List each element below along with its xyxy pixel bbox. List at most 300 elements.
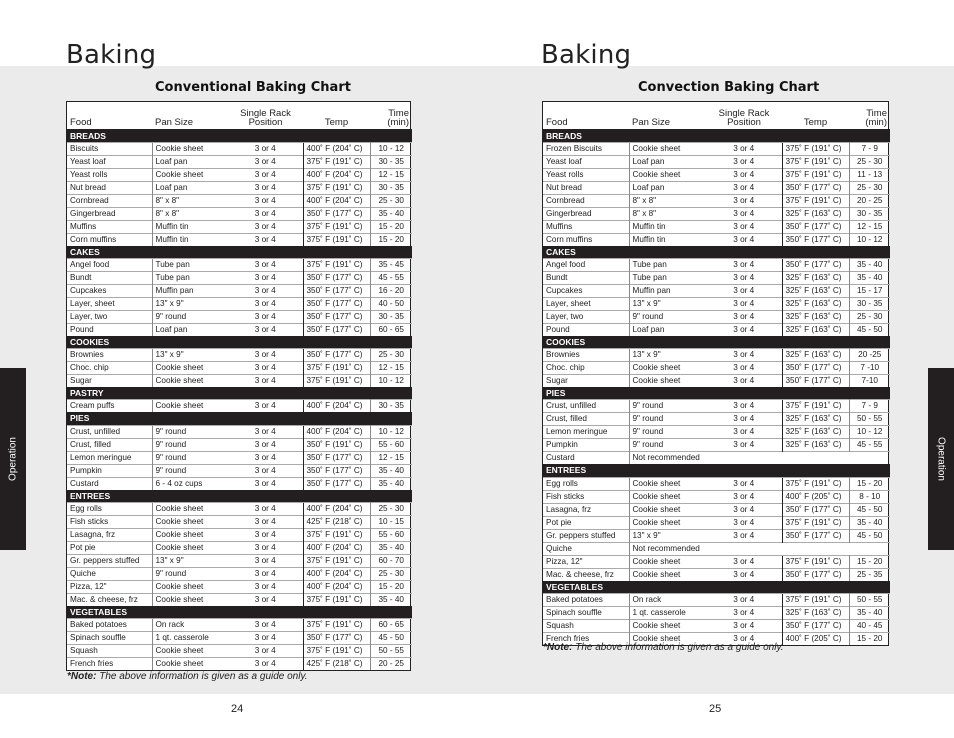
time-cell: 45 - 50 (849, 323, 890, 336)
position-cell: 3 or 4 (706, 297, 782, 310)
position-cell: 3 or 4 (228, 233, 303, 246)
pan-size-cell: Cookie sheet (629, 142, 706, 155)
position-cell: 3 or 4 (706, 490, 782, 503)
temp-cell: 350˚ F (177˚ C) (303, 451, 370, 464)
pan-size-cell: 9" round (152, 567, 228, 580)
position-cell: 3 or 4 (706, 284, 782, 297)
temp-cell: 350˚ F (177˚ C) (303, 310, 370, 323)
pan-size-cell: Tube pan (152, 271, 228, 284)
section-label: VEGETABLES (67, 606, 412, 619)
table-row (543, 349, 890, 362)
position-cell: 3 or 4 (228, 297, 303, 310)
time-cell: 35 - 40 (370, 593, 412, 606)
time-cell: 30 - 35 (370, 310, 412, 323)
temp-cell: 375˚ F (191˚ C) (782, 142, 849, 155)
time-cell: 7 -10 (849, 362, 890, 375)
temp-cell: 400˚ F (204˚ C) (303, 580, 370, 593)
position-cell: 3 or 4 (706, 477, 782, 490)
food-cell: Yeast rolls (67, 168, 152, 181)
temp-cell: 400˚ F (204˚ C) (303, 541, 370, 554)
food-cell: Frozen Biscuits (543, 142, 629, 155)
table-header-row (67, 102, 412, 129)
table-row (543, 413, 890, 426)
food-cell: Crust, unfilled (67, 425, 152, 438)
pan-size-cell: Cookie sheet (629, 632, 706, 645)
pan-size-cell: Cookie sheet (152, 658, 228, 671)
table-row (543, 181, 890, 194)
table-header-row (543, 102, 890, 129)
temp-cell: 400˚ F (204˚ C) (303, 502, 370, 515)
time-cell: 7 - 9 (849, 142, 890, 155)
table-row (67, 362, 412, 375)
position-cell: 3 or 4 (228, 438, 303, 451)
table-row (543, 233, 890, 246)
food-cell: Nut bread (543, 181, 629, 194)
pan-size-cell: Cookie sheet (629, 555, 706, 568)
table-row (67, 297, 412, 310)
temp-cell: 350˚ F (177˚ C) (782, 258, 849, 271)
position-cell: 3 or 4 (228, 207, 303, 220)
pan-size-cell: 13" x 9" (152, 554, 228, 567)
position-cell: 3 or 4 (706, 375, 782, 388)
table-row (543, 477, 890, 490)
pan-size-cell: Cookie sheet (629, 619, 706, 632)
time-cell: 35 - 40 (849, 271, 890, 284)
time-cell: 15 - 20 (849, 555, 890, 568)
position-cell: 3 or 4 (228, 181, 303, 194)
not-recommended-cell: Not recommended (629, 542, 890, 555)
food-cell: Crust, filled (543, 413, 629, 426)
food-cell: Sugar (67, 375, 152, 388)
position-cell: 3 or 4 (228, 400, 303, 413)
temp-cell: 375˚ F (191˚ C) (303, 155, 370, 168)
table-row (67, 567, 412, 580)
pan-size-cell: Muffin tin (152, 233, 228, 246)
food-cell: Quiche (543, 542, 629, 555)
time-cell: 35 - 40 (370, 477, 412, 490)
pan-size-cell: Tube pan (152, 258, 228, 271)
position-cell: 3 or 4 (706, 593, 782, 606)
temp-cell: 400˚ F (204˚ C) (303, 400, 370, 413)
time-cell: 12 - 15 (370, 451, 412, 464)
pan-size-cell: 9" round (152, 310, 228, 323)
position-cell: 3 or 4 (706, 207, 782, 220)
table-row (543, 220, 890, 233)
temp-cell: 325˚ F (163˚ C) (782, 323, 849, 336)
time-cell: 12 - 15 (370, 362, 412, 375)
time-cell: 45 - 55 (849, 439, 890, 452)
position-cell: 3 or 4 (228, 194, 303, 207)
time-cell: 45 - 50 (849, 529, 890, 542)
table-row (67, 258, 412, 271)
food-cell: Yeast loaf (543, 155, 629, 168)
temp-cell: 400˚ F (204˚ C) (303, 194, 370, 207)
conventional-table-body (67, 129, 412, 670)
temp-cell: 325˚ F (163˚ C) (782, 310, 849, 323)
temp-cell: 375˚ F (191˚ C) (303, 528, 370, 541)
temp-cell: 325˚ F (163˚ C) (782, 271, 849, 284)
food-cell: Lemon meringue (67, 451, 152, 464)
time-cell: 25 - 30 (370, 194, 412, 207)
table-row (67, 528, 412, 541)
pan-size-cell: 9" round (152, 425, 228, 438)
temp-cell: 350˚ F (177˚ C) (303, 284, 370, 297)
pan-size-cell: Cookie sheet (152, 400, 228, 413)
pan-size-cell: 9" round (629, 426, 706, 439)
time-cell: 10 - 15 (370, 515, 412, 528)
table-row (543, 271, 890, 284)
temp-cell: 350˚ F (177˚ C) (782, 529, 849, 542)
pan-size-cell: Loaf pan (629, 181, 706, 194)
temp-cell: 350˚ F (177˚ C) (303, 349, 370, 362)
table-row (67, 451, 412, 464)
position-cell: 3 or 4 (228, 554, 303, 567)
food-cell: Mac. & cheese, frz (543, 568, 629, 581)
time-cell: 11 - 13 (849, 168, 890, 181)
food-cell: Baked potatoes (543, 593, 629, 606)
position-cell: 3 or 4 (228, 567, 303, 580)
pan-size-cell: On rack (629, 593, 706, 606)
temp-cell: 350˚ F (177˚ C) (782, 503, 849, 516)
pan-size-cell: Cookie sheet (152, 580, 228, 593)
table-row (67, 284, 412, 297)
section-header-row (67, 129, 412, 142)
food-cell: Cupcakes (67, 284, 152, 297)
time-cell: 35 - 40 (370, 464, 412, 477)
pan-size-cell: Cookie sheet (152, 168, 228, 181)
left-note: *Note: The above information is given as a guide only. (67, 671, 308, 682)
position-cell: 3 or 4 (228, 632, 303, 645)
table-row (67, 310, 412, 323)
food-cell: Layer, two (543, 310, 629, 323)
table-row (67, 220, 412, 233)
position-cell: 3 or 4 (706, 142, 782, 155)
position-cell: 3 or 4 (228, 541, 303, 554)
temp-cell: 325˚ F (163˚ C) (782, 606, 849, 619)
pan-size-cell: 1 qt. casserole (152, 632, 228, 645)
temp-cell: 325˚ F (163˚ C) (782, 297, 849, 310)
time-cell: 60 - 70 (370, 554, 412, 567)
time-cell: 25 - 30 (370, 502, 412, 515)
food-cell: Egg rolls (67, 502, 152, 515)
food-cell: Cornbread (543, 194, 629, 207)
pan-size-cell: 8" x 8" (152, 207, 228, 220)
convection-chart-title: Convection Baking Chart (638, 80, 820, 95)
table-row (67, 194, 412, 207)
position-cell: 3 or 4 (228, 477, 303, 490)
food-cell: Brownies (543, 349, 629, 362)
pan-size-cell: Cookie sheet (152, 142, 228, 155)
table-row (543, 323, 890, 336)
position-cell: 3 or 4 (706, 155, 782, 168)
time-cell: 10 - 12 (370, 142, 412, 155)
food-cell: French fries (543, 632, 629, 645)
table-row (543, 310, 890, 323)
time-cell: 7-10 (849, 375, 890, 388)
position-cell: 3 or 4 (706, 555, 782, 568)
position-cell: 3 or 4 (228, 349, 303, 362)
pan-size-cell: Cookie sheet (152, 515, 228, 528)
table-row (67, 349, 412, 362)
position-cell: 3 or 4 (706, 516, 782, 529)
section-header-row (543, 387, 890, 400)
section-label: BREADS (543, 129, 890, 142)
food-cell: Fish sticks (67, 515, 152, 528)
header-food: Food (67, 102, 152, 129)
temp-cell: 375˚ F (191˚ C) (303, 619, 370, 632)
food-cell: Pound (543, 323, 629, 336)
header-pan-size: Pan Size (152, 102, 228, 129)
pan-size-cell: 13" x 9" (152, 349, 228, 362)
food-cell: Spinach souffle (67, 632, 152, 645)
table-row (543, 375, 890, 388)
temp-cell: 350˚ F (177˚ C) (303, 207, 370, 220)
section-label: PASTRY (67, 387, 412, 400)
food-cell: Gingerbread (67, 207, 152, 220)
conventional-baking-table (66, 101, 411, 671)
food-cell: Yeast rolls (543, 168, 629, 181)
position-cell: 3 or 4 (706, 271, 782, 284)
pan-size-cell: 13" x 9" (629, 349, 706, 362)
food-cell: Squash (543, 619, 629, 632)
food-cell: Mac. & cheese, frz (67, 593, 152, 606)
position-cell: 3 or 4 (228, 528, 303, 541)
time-cell: 50 - 55 (370, 645, 412, 658)
time-cell: 60 - 65 (370, 323, 412, 336)
table-row (543, 555, 890, 568)
food-cell: Yeast loaf (67, 155, 152, 168)
food-cell: Brownies (67, 349, 152, 362)
position-cell: 3 or 4 (228, 142, 303, 155)
conventional-chart-title: Conventional Baking Chart (155, 80, 351, 95)
temp-cell: 325˚ F (163˚ C) (782, 413, 849, 426)
pan-size-cell: 9" round (152, 451, 228, 464)
position-cell: 3 or 4 (706, 400, 782, 413)
temp-cell: 425˚ F (218˚ C) (303, 658, 370, 671)
section-header-row (67, 490, 412, 503)
time-cell: 35 - 40 (849, 606, 890, 619)
section-header-row (67, 387, 412, 400)
pan-size-cell: On rack (152, 619, 228, 632)
temp-cell: 375˚ F (191˚ C) (782, 194, 849, 207)
table-row (67, 593, 412, 606)
food-cell: Layer, two (67, 310, 152, 323)
table-row (67, 233, 412, 246)
time-cell: 15 - 20 (370, 220, 412, 233)
table-row (67, 619, 412, 632)
table-row (67, 515, 412, 528)
table-row (543, 593, 890, 606)
position-cell: 3 or 4 (228, 515, 303, 528)
food-cell: Cupcakes (543, 284, 629, 297)
temp-cell: 325˚ F (163˚ C) (782, 284, 849, 297)
header-pan-size: Pan Size (629, 102, 706, 129)
pan-size-cell: Cookie sheet (629, 477, 706, 490)
position-cell: 3 or 4 (228, 580, 303, 593)
pan-size-cell: Cookie sheet (152, 645, 228, 658)
position-cell: 3 or 4 (706, 606, 782, 619)
food-cell: Pumpkin (543, 439, 629, 452)
table-row (67, 580, 412, 593)
time-cell: 25 - 30 (849, 181, 890, 194)
right-page-number: 25 (709, 703, 722, 715)
time-cell: 15 - 17 (849, 284, 890, 297)
section-header-row (67, 412, 412, 425)
food-cell: Layer, sheet (543, 297, 629, 310)
pan-size-cell: 9" round (629, 310, 706, 323)
right-note: *Note: The above information is given as a guide only. (543, 642, 784, 653)
food-cell: Choc. chip (67, 362, 152, 375)
temp-cell: 350˚ F (177˚ C) (303, 323, 370, 336)
table-row (543, 207, 890, 220)
temp-cell: 350˚ F (177˚ C) (782, 568, 849, 581)
time-cell: 10 - 12 (849, 233, 890, 246)
table-row (67, 554, 412, 567)
time-cell: 10 - 12 (849, 426, 890, 439)
time-cell: 35 - 40 (849, 258, 890, 271)
header-food: Food (543, 102, 629, 129)
position-cell: 3 or 4 (228, 258, 303, 271)
food-cell: Quiche (67, 567, 152, 580)
temp-cell: 350˚ F (177˚ C) (303, 271, 370, 284)
food-cell: Lemon meringue (543, 426, 629, 439)
time-cell: 30 - 35 (370, 400, 412, 413)
time-cell: 30 - 35 (370, 181, 412, 194)
pan-size-cell: Cookie sheet (629, 568, 706, 581)
temp-cell: 400˚ F (205˚ C) (782, 490, 849, 503)
convection-baking-table (542, 101, 889, 646)
time-cell: 20 - 25 (370, 658, 412, 671)
left-side-tab: Operation (0, 368, 26, 550)
header-time: Time (min) (849, 102, 890, 129)
table-row (543, 362, 890, 375)
food-cell: Baked potatoes (67, 619, 152, 632)
section-header-row (543, 129, 890, 142)
table-row (67, 181, 412, 194)
time-cell: 25 - 30 (370, 349, 412, 362)
temp-cell: 375˚ F (191˚ C) (303, 593, 370, 606)
pan-size-cell: 13" x 9" (152, 297, 228, 310)
table-row (67, 477, 412, 490)
convection-table-body (543, 129, 890, 645)
header-time: Time (min) (370, 102, 412, 129)
time-cell: 16 - 20 (370, 284, 412, 297)
time-cell: 25 - 35 (849, 568, 890, 581)
temp-cell: 375˚ F (191˚ C) (303, 362, 370, 375)
time-cell: 60 - 65 (370, 619, 412, 632)
food-cell: Egg rolls (543, 477, 629, 490)
temp-cell: 375˚ F (191˚ C) (303, 645, 370, 658)
pan-size-cell: Cookie sheet (629, 375, 706, 388)
temp-cell: 375˚ F (191˚ C) (782, 168, 849, 181)
food-cell: Cream puffs (67, 400, 152, 413)
position-cell: 3 or 4 (706, 181, 782, 194)
food-cell: Cornbread (67, 194, 152, 207)
temp-cell: 350˚ F (177˚ C) (782, 233, 849, 246)
section-header-row (67, 246, 412, 259)
time-cell: 12 - 15 (849, 220, 890, 233)
position-cell: 3 or 4 (228, 451, 303, 464)
time-cell: 35 - 40 (370, 541, 412, 554)
table-row (67, 323, 412, 336)
table-row (543, 297, 890, 310)
pan-size-cell: Loaf pan (152, 323, 228, 336)
table-row (543, 155, 890, 168)
table-row (67, 168, 412, 181)
food-cell: Choc. chip (543, 362, 629, 375)
pan-size-cell: Cookie sheet (629, 503, 706, 516)
table-row (543, 142, 890, 155)
pan-size-cell: 9" round (629, 439, 706, 452)
pan-size-cell: 9" round (152, 464, 228, 477)
time-cell: 15 - 20 (849, 632, 890, 645)
section-label: VEGETABLES (543, 581, 890, 594)
temp-cell: 400˚ F (205˚ C) (782, 632, 849, 645)
table-row (67, 271, 412, 284)
time-cell: 15 - 20 (370, 233, 412, 246)
position-cell: 3 or 4 (228, 155, 303, 168)
table-row (543, 606, 890, 619)
position-cell: 3 or 4 (706, 323, 782, 336)
table-row (543, 168, 890, 181)
food-cell: Fish sticks (543, 490, 629, 503)
time-cell: 7 - 9 (849, 400, 890, 413)
food-cell: Gr. peppers stuffed (543, 529, 629, 542)
position-cell: 3 or 4 (228, 593, 303, 606)
position-cell: 3 or 4 (706, 310, 782, 323)
position-cell: 3 or 4 (228, 310, 303, 323)
position-cell: 3 or 4 (706, 426, 782, 439)
table-row (543, 284, 890, 297)
position-cell: 3 or 4 (706, 362, 782, 375)
pan-size-cell: Cookie sheet (629, 168, 706, 181)
table-row (67, 464, 412, 477)
table-row (543, 426, 890, 439)
section-header-row (67, 336, 412, 349)
time-cell: 12 - 15 (370, 168, 412, 181)
time-cell: 30 - 35 (849, 207, 890, 220)
temp-cell: 350˚ F (177˚ C) (782, 220, 849, 233)
food-cell: Biscuits (67, 142, 152, 155)
food-cell: French fries (67, 658, 152, 671)
not-recommended-cell: Not recommended (629, 452, 890, 465)
position-cell: 3 or 4 (228, 271, 303, 284)
temp-cell: 400˚ F (204˚ C) (303, 142, 370, 155)
header-position: Single Rack Position (706, 102, 782, 129)
temp-cell: 350˚ F (177˚ C) (303, 477, 370, 490)
position-cell: 3 or 4 (706, 168, 782, 181)
food-cell: Bundt (67, 271, 152, 284)
section-header-row (543, 464, 890, 477)
header-temp: Temp (303, 102, 370, 129)
section-label: PIES (67, 412, 412, 425)
table-row (67, 541, 412, 554)
position-cell: 3 or 4 (228, 502, 303, 515)
food-cell: Custard (543, 452, 629, 465)
food-cell: Squash (67, 645, 152, 658)
temp-cell: 325˚ F (163˚ C) (782, 349, 849, 362)
section-label: PIES (543, 387, 890, 400)
time-cell: 25 - 30 (370, 567, 412, 580)
time-cell: 50 - 55 (849, 413, 890, 426)
table-row (67, 142, 412, 155)
table-row (67, 400, 412, 413)
time-cell: 45 - 55 (370, 271, 412, 284)
table-row (543, 568, 890, 581)
section-header-row (67, 606, 412, 619)
temp-cell: 350˚ F (191˚ C) (303, 438, 370, 451)
table-row (67, 632, 412, 645)
